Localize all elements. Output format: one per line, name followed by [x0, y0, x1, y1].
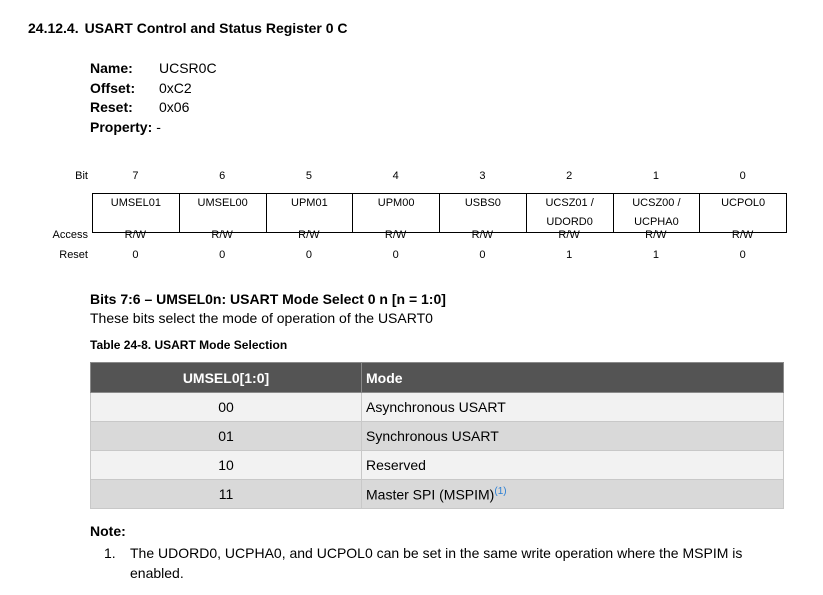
table-caption: Table 24-8. USART Mode Selection: [90, 338, 288, 352]
mode-value: Master SPI (MSPIM)$^{(1)}$: [362, 480, 784, 509]
reset-value: 0: [479, 249, 486, 261]
property-key: Property:: [90, 118, 153, 135]
bits-heading: Bits 7:6 – UMSEL0n: USART Mode Select 0 n [n = 1:0]: [90, 291, 446, 307]
note-item: [104, 543, 794, 583]
reset-value: 0: [219, 249, 226, 261]
table-row: [91, 451, 784, 480]
access-value: R/W: [298, 229, 320, 241]
access-value: R/W: [471, 229, 494, 241]
reset-value: 0: [392, 249, 399, 261]
table-header-row: [91, 363, 784, 393]
register-field: UMSEL01: [93, 194, 180, 232]
access-value: R/W: [731, 229, 754, 241]
access-value: R/W: [211, 229, 233, 241]
mode-selection-table: [90, 362, 784, 509]
register-fields: [92, 193, 787, 233]
register-field: UCSZ01 / UDORD0: [527, 194, 614, 232]
register-field: UPM01: [267, 194, 354, 232]
register-field: USBS0: [440, 194, 527, 232]
table-row: [91, 480, 784, 509]
register-field: UPM00: [353, 194, 440, 232]
umsel-value: 00: [91, 393, 362, 422]
reset-value: 0: [739, 249, 746, 261]
property-row: [90, 59, 217, 79]
bit-number: 1: [652, 170, 659, 182]
register-field: UMSEL00: [180, 194, 267, 232]
bit-number: 4: [392, 170, 399, 182]
mode-value: Asynchronous USART: [362, 393, 784, 422]
property-key: Offset:: [90, 79, 136, 96]
section-number: 24.12.4.: [28, 20, 79, 36]
bit-number: 5: [305, 170, 312, 182]
table-row: [91, 422, 784, 451]
reset-value: 1: [652, 249, 659, 261]
bit-number: 3: [479, 170, 486, 182]
umsel-value: 10: [91, 451, 362, 480]
table-row: [91, 393, 784, 422]
property-key: Name:: [90, 60, 133, 76]
section-title: USART Control and Status Register 0 C: [84, 20, 348, 36]
footnote-ref-link[interactable]: (1): [494, 485, 507, 497]
reset-label: Reset: [59, 249, 88, 261]
note-text: The UDORD0, UCPHA0, and UCPOL0 can be set in the same write operation where the MSPIM is enabled.: [130, 545, 743, 581]
property-row: [90, 118, 217, 138]
section-heading: [28, 20, 348, 36]
access-value: R/W: [124, 229, 147, 241]
bit-number: 7: [132, 170, 139, 182]
property-value: UCSR0C: [159, 60, 217, 76]
property-row: [90, 98, 217, 118]
reset-value: 1: [566, 249, 573, 261]
note-heading: Note:: [90, 523, 126, 539]
property-key: Reset:: [90, 99, 133, 115]
note-number: 1.: [104, 545, 116, 561]
umsel-value: 11: [91, 480, 362, 509]
bit-number: 6: [219, 170, 226, 182]
register-field: UCPOL0: [721, 197, 766, 209]
bit-number: 0: [739, 170, 746, 182]
bit-number: 2: [566, 170, 573, 182]
mode-value: Reserved: [362, 451, 784, 480]
umsel-value: 01: [91, 422, 362, 451]
bits-description: These bits select the mode of operation of the USART0: [90, 310, 433, 326]
mode-value: Synchronous USART: [362, 422, 784, 451]
bit-label: Bit: [75, 170, 88, 182]
access-value: R/W: [558, 229, 580, 241]
access-value: R/W: [645, 229, 667, 241]
reset-value: 0: [305, 249, 312, 261]
access-value: R/W: [384, 229, 407, 241]
column-header-umsel: UMSEL0[1:0]: [91, 363, 362, 393]
access-label: Access: [52, 229, 88, 241]
column-header-mode: Mode: [362, 363, 784, 393]
property-value: 0x06: [159, 99, 190, 115]
reset-value: 0: [132, 249, 139, 261]
register-field: UCSZ00 / UCPHA0: [614, 194, 701, 232]
property-value: 0xC2: [159, 79, 192, 96]
property-value: -: [156, 118, 161, 135]
property-row: [90, 79, 217, 99]
register-properties: [90, 59, 217, 137]
